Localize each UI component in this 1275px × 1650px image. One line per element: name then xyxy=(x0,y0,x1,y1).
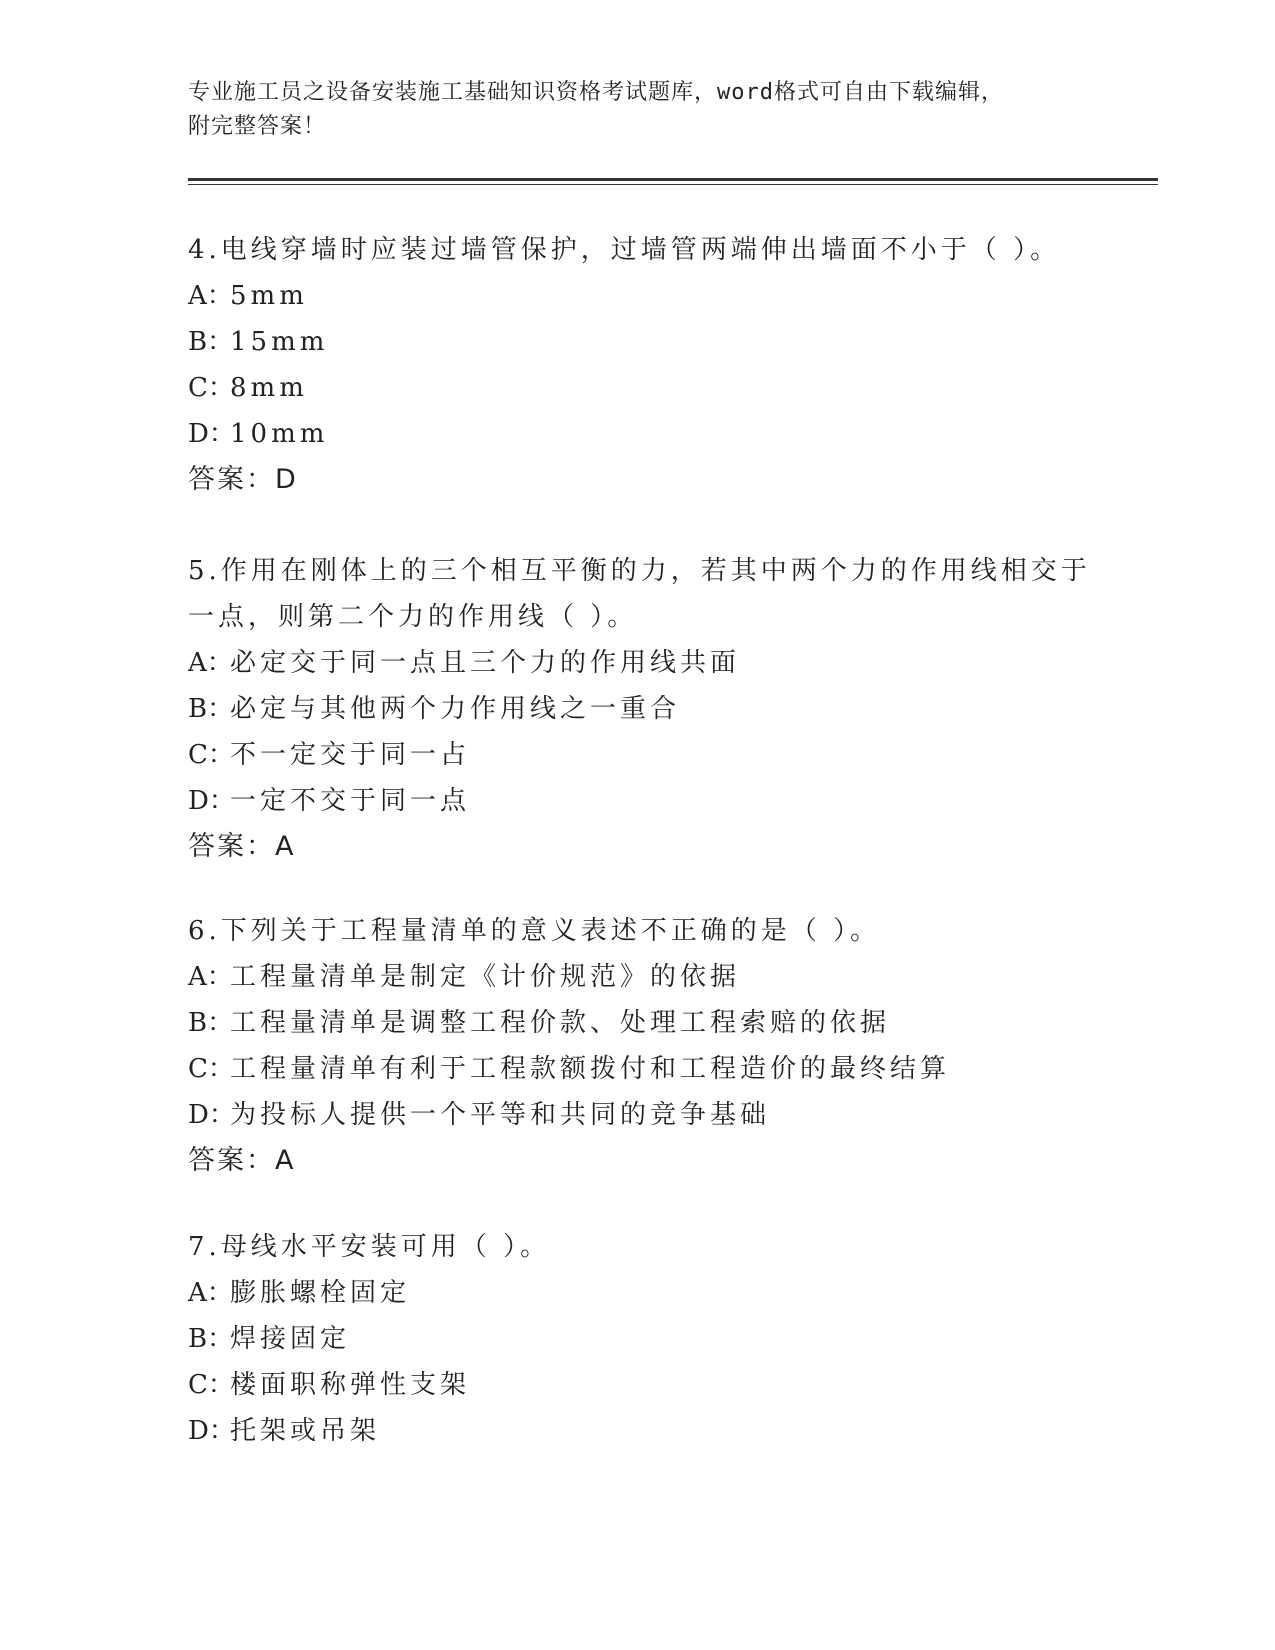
option-text: 必定交于同一点且三个力的作用线共面 xyxy=(230,648,741,678)
question-5 xyxy=(188,548,1091,870)
option-text: 工程量清单是调整工程价款、处理工程索赔的依据 xyxy=(230,1008,891,1038)
option-d xyxy=(188,1408,1088,1454)
header-line-2: 附完整答案！ xyxy=(188,114,327,139)
option-label: C： xyxy=(188,1054,234,1084)
document-header xyxy=(188,76,1068,144)
option-c xyxy=(188,1362,1088,1408)
option-text: 楼面职称弹性支架 xyxy=(230,1370,471,1400)
option-text: 工程量清单是制定《计价规范》的依据 xyxy=(230,962,741,992)
question-7 xyxy=(188,1224,1088,1454)
option-text: 5mm xyxy=(230,281,308,311)
option-label: A： xyxy=(188,648,233,678)
option-c xyxy=(188,365,1088,411)
option-text: 10mm xyxy=(230,419,329,449)
option-text: 必定与其他两个力作用线之一重合 xyxy=(230,694,681,724)
option-d xyxy=(188,411,1088,457)
option-c xyxy=(188,1046,1088,1092)
option-text: 15mm xyxy=(230,327,329,357)
header-line-1: 专业施工员之设备安装施工基础知识资格考试题库，word格式可自由下载编辑， xyxy=(188,80,1004,105)
option-label: D： xyxy=(188,1416,235,1446)
option-text: 托架或吊架 xyxy=(230,1416,381,1446)
answer: 答案：A xyxy=(188,831,296,862)
question-stem: 6.下列关于工程量清单的意义表述不正确的是（ ）。 xyxy=(188,916,881,946)
option-b xyxy=(188,319,1088,365)
question-stem: 4.电线穿墙时应装过墙管保护，过墙管两端伸出墙面不小于（ ）。 xyxy=(188,235,1061,265)
option-b xyxy=(188,1000,1088,1046)
option-label: D： xyxy=(188,419,235,449)
option-b xyxy=(188,1316,1088,1362)
option-label: D： xyxy=(188,786,235,816)
option-label: B： xyxy=(188,1008,234,1038)
option-label: A： xyxy=(188,1278,233,1308)
option-label: A： xyxy=(188,281,233,311)
question-stem: 7.母线水平安装可用（ ）。 xyxy=(188,1232,551,1262)
option-a xyxy=(188,640,1088,686)
answer: 答案：A xyxy=(188,1145,296,1176)
option-text: 8mm xyxy=(230,373,308,403)
option-text: 不一定交于同一占 xyxy=(230,740,471,770)
option-text: 焊接固定 xyxy=(230,1324,351,1354)
question-stem-line-1: 5.作用在刚体上的三个相互平衡的力，若其中两个力的作用线相交于 xyxy=(188,556,1091,586)
question-4 xyxy=(188,227,1088,503)
option-text: 一定不交于同一点 xyxy=(230,786,471,816)
answer: 答案：D xyxy=(188,464,298,495)
option-b xyxy=(188,686,1088,732)
option-a xyxy=(188,273,1088,319)
option-a xyxy=(188,1270,1088,1316)
question-stem-line-2: 一点，则第二个力的作用线（ ）。 xyxy=(188,602,638,632)
option-text: 膨胀螺栓固定 xyxy=(230,1278,411,1308)
option-label: B： xyxy=(188,1324,234,1354)
option-a xyxy=(188,954,1088,1000)
option-label: B： xyxy=(188,327,234,357)
option-label: C： xyxy=(188,740,234,770)
option-c xyxy=(188,732,1088,778)
option-label: D： xyxy=(188,1100,235,1130)
option-label: C： xyxy=(188,373,234,403)
option-text: 为投标人提供一个平等和共同的竞争基础 xyxy=(230,1100,771,1130)
option-d xyxy=(188,1092,1088,1138)
question-6 xyxy=(188,908,1088,1184)
header-divider-thin xyxy=(188,184,1158,185)
option-d xyxy=(188,778,1088,824)
option-label: C： xyxy=(188,1370,234,1400)
header-divider-thick xyxy=(188,178,1158,181)
option-label: A： xyxy=(188,962,233,992)
option-label: B： xyxy=(188,694,234,724)
option-text: 工程量清单有利于工程款额拨付和工程造价的最终结算 xyxy=(230,1054,951,1084)
